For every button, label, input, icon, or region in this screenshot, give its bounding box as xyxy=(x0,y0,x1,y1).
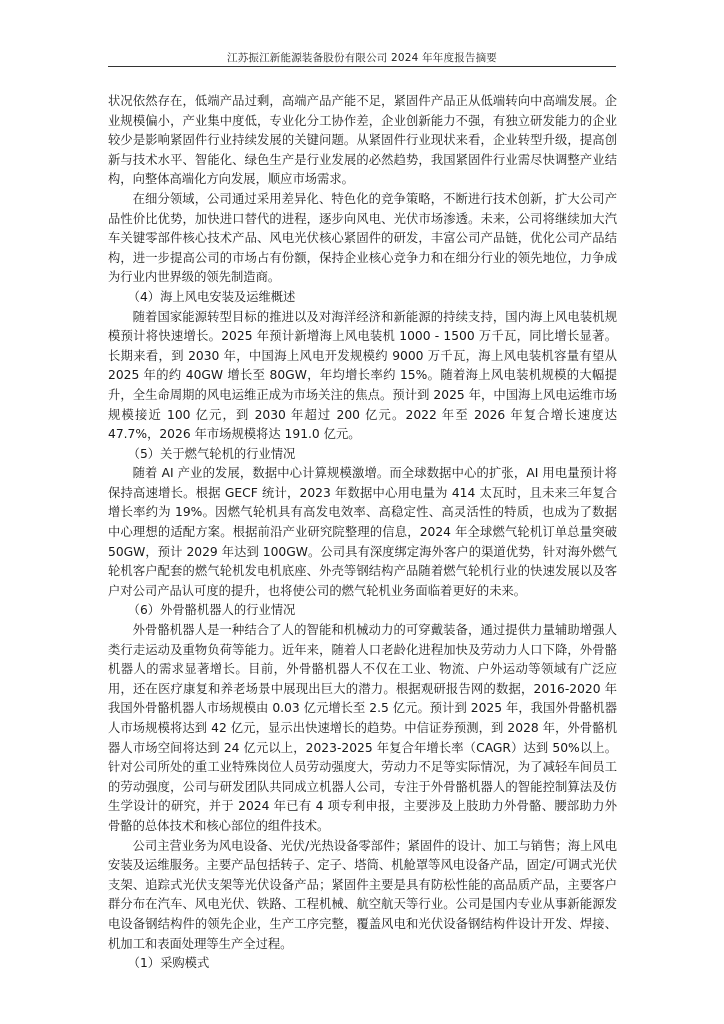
paragraph-fastener-industry: 状况依然存在，低端产品过剩，高端产品产能不足，紧固件产品正从低端转向中高端发展。企业规模偏小，产业集中度低，专业化分工协作差，企业创新能力不强，有独立研发能力的企业较少是影响紧固件行业持续发展的关键问题。从紧固件行业现状来看，企业转型升级，提高创新与技术水平、智能化、绿色生产是行业发展的必然趋势，我国紧固件行业需尽快调整产业结构，向整体高端化方向发展，顺应市场需求。 xyxy=(108,94,617,187)
paragraph-main-business: 公司主营业务为风电设备、光伏/光热设备零部件；紧固件的设计、加工与销售；海上风电安装及运维服务。主要产品包括转子、定子、塔筒、机舱罩等风电设备产品，固定/可调式光伏支架、追踪式光伏支架等光伏设备产品；紧固件主要是具有防松性能的高品质产品，主要客户群分布在汽车、风电光伏、铁路、工程机械、航空航天等行业。公司是国内专业从事新能源发电设备钢结构件的领先企业，生产工序完整，覆盖风电和光伏设备钢结构件设计开发、焊接、机加工和表面处理等生产全过程。 xyxy=(108,838,617,951)
report-body xyxy=(108,92,617,974)
report-header: 江苏振江新能源装备股份有限公司 2024 年年度报告摘要 xyxy=(227,52,497,64)
section-heading-offshore-wind: （4）海上风电安装及运维概述 xyxy=(127,289,296,304)
header-divider xyxy=(108,66,616,67)
paragraph-exoskeleton: 外骨骼机器人是一种结合了人的智能和机械动力的可穿戴装备，通过提供力量辅助增强人类行走运动及重物负荷等能力。近年来，随着人口老龄化进程加快及劳动力人口下降，外骨骼机器人的需求显著增长。目前，外骨骼机器人不仅在工业、物流、户外运动等领域有广泛应用，还在医疗康复和养老场景中展现出巨大的潜力。根据观研报告网的数据，2016-2020 年我国外骨骼机器人市场规模由 0.03 亿元增长至 2.5 亿元。预计到 2025 年，我国外骨骼机器人市场规模将达到 42 亿元，显示出快速增长的趋势。中信证券预测，到 2028 年，外骨骼机器人市场空间将达到 24 亿元以上，2023-2025 年复合年增长率（CAGR）达到 50%以上。针对公司所处的重工业特殊岗位人员劳动强度大，劳动力不足等实际情况，为了减轻车间员工的劳动强度，公司与研发团队共同成立机器人公司，专注于外骨骼机器人的智能控制算法及仿生学设计的研究，并于 2024 年已有 4 项专利申报，主要涉及上肢助力外骨骼、腰部助力外骨骼的总体技术和核心部位的组件技术。 xyxy=(108,623,617,833)
section-heading-procurement: （1）采购模式 xyxy=(127,956,210,971)
section-heading-exoskeleton: （6）外骨骼机器人的行业情况 xyxy=(127,603,296,618)
paragraph-gas-turbine: 随着 AI 产业的发展，数据中心计算规模激增。而全球数据中心的扩张，AI 用电量预计将保持高速增长。根据 GECF 统计，2023 年数据中心用电量为 414 太瓦时，且未来三年复合增长率约为 19%。因燃气轮机具有高发电效率、高稳定性、高灵活性的特质，也成为了数据中心理想的适配方案。根据前沿产业研究院整理的信息，2024 年全球燃气轮机订单总量突破 50GW，预计 2029 年达到 100GW。公司具有深度绑定海外客户的渠道优势，针对海外燃气轮机客户配套的燃气轮机发电机底座、外壳等钢结构产品随着燃气轮机行业的快速发展以及客户对公司产品认可度的提升，也将使公司的燃气轮机业务面临着更好的未来。 xyxy=(108,466,617,598)
section-heading-gas-turbine: （5）关于燃气轮机的行业情况 xyxy=(127,446,296,461)
paragraph-company-strategy: 在细分领域，公司通过采用差异化、特色化的竞争策略，不断进行技术创新，扩大公司产品性价比优势，加快进口替代的进程，逐步向风电、光伏市场渗透。未来，公司将继续加大汽车关键零部件核心技术产品、风电光伏核心紧固件的研发，丰富公司产品链，优化公司产品结构，进一步提高公司的市场占有份额，保持企业核心竞争力和在细分行业的领先地位，力争成为行业内世界级的领先制造商。 xyxy=(108,191,617,285)
paragraph-offshore-wind: 随着国家能源转型目标的推进以及对海洋经济和新能源的持续支持，国内海上风电装机规模预计将快速增长。2025 年预计新增海上风电装机 1000 - 1500 万千瓦，同比增长显著。长期来看，到 2030 年，中国海上风电开发规模约 9000 万千瓦，海上风电装机容量有望从 2025 年的约 40GW 增长至 80GW，年均增长率约 15%。随着海上风电装机规模的大幅提升，全生命周期的风电运维正成为市场关注的焦点。预计到 2025 年，中国海上风电运维市场规模接近 100 亿元，到 2030 年超过 200 亿元。2022 年至 2026 年复合增长速度达 47.7%，2026 年市场规模将达 191.0 亿元。 xyxy=(108,309,617,442)
